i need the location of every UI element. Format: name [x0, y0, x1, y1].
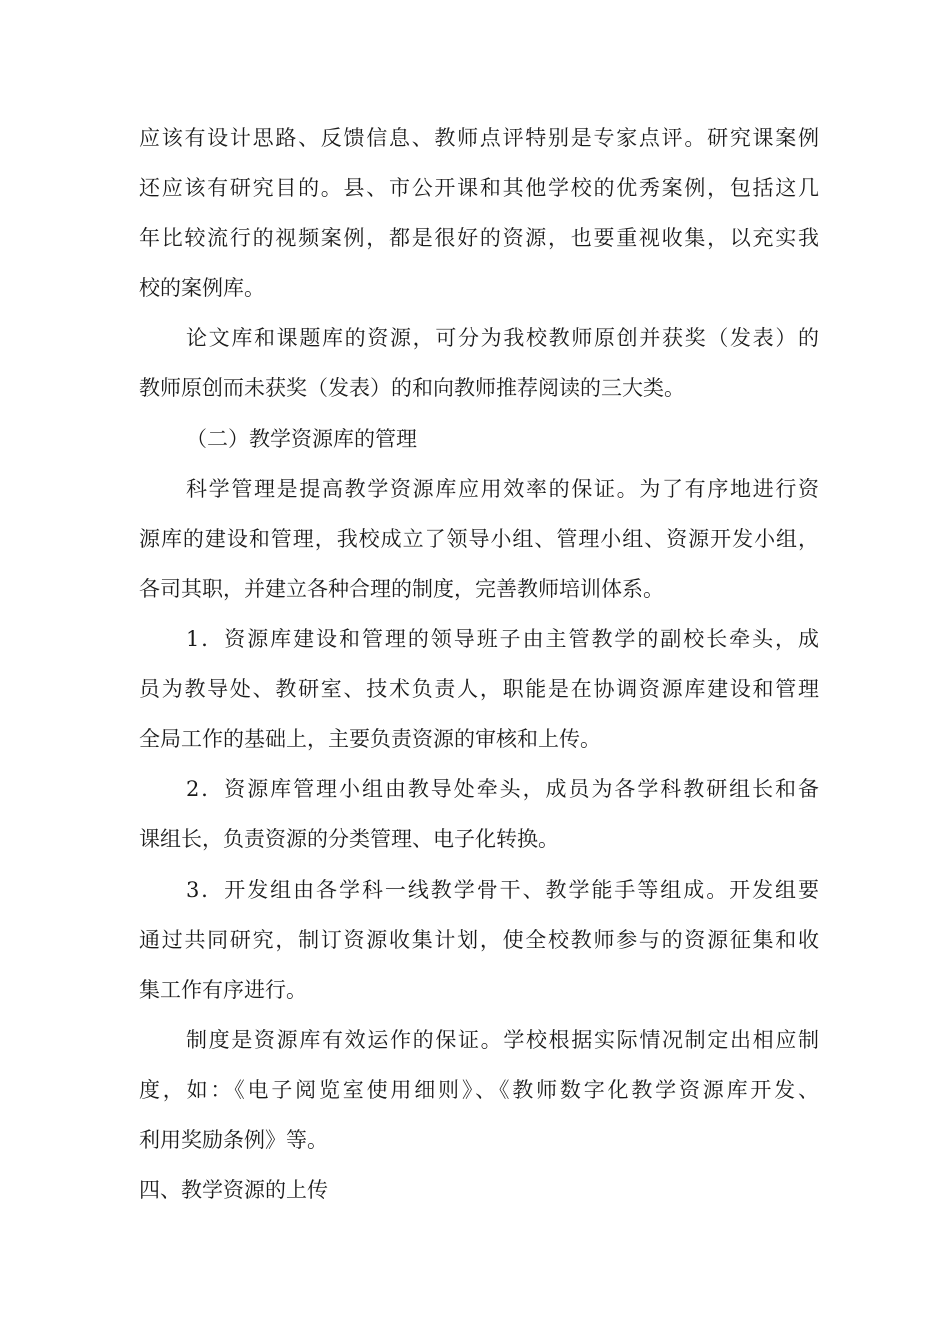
paragraph-line: 度，如：《电子阅览室使用细则》、《教师数字化教学资源库开发、	[139, 1078, 819, 1102]
paragraph-line: 应该有设计思路、反馈信息、教师点评特别是专家点评。研究课案例	[139, 126, 819, 150]
paragraph-line: 年比较流行的视频案例，都是很好的资源，也要重视收集，以充实我	[139, 226, 819, 250]
paragraph-line: 集工作有序进行。	[139, 978, 307, 1002]
paragraph-line: 通过共同研究，制订资源收集计划，使全校教师参与的资源征集和收	[139, 928, 819, 952]
paragraph-line: 科学管理是提高教学资源库应用效率的保证。为了有序地进行资	[186, 477, 819, 501]
paragraph-line: 3．开发组由各学科一线教学骨干、教学能手等组成。开发组要	[186, 878, 819, 902]
paragraph-line: 论文库和课题库的资源，可分为我校教师原创并获奖（发表）的	[186, 326, 819, 350]
paragraph-line: 校的案例库。	[139, 276, 265, 300]
paragraph-line: 源库的建设和管理，我校成立了领导小组、管理小组、资源开发小组，	[139, 527, 819, 551]
paragraph-line: 还应该有研究目的。县、市公开课和其他学校的优秀案例，包括这几	[139, 176, 819, 200]
paragraph-line: 制度是资源库有效运作的保证。学校根据实际情况制定出相应制	[186, 1028, 819, 1052]
section-heading: （二）教学资源库的管理	[186, 427, 417, 451]
paragraph-line: 全局工作的基础上，主要负责资源的审核和上传。	[139, 727, 601, 751]
paragraph-line: 员为教导处、教研室、技术负责人，职能是在协调资源库建设和管理	[139, 677, 819, 701]
paragraph-line: 2．资源库管理小组由教导处牵头，成员为各学科教研组长和备	[186, 777, 819, 801]
paragraph-line: 教师原创而未获奖（发表）的和向教师推荐阅读的三大类。	[139, 376, 685, 400]
section-heading: 四、教学资源的上传	[139, 1178, 328, 1202]
paragraph-line: 利用奖励条例》等。	[139, 1128, 328, 1152]
paragraph-line: 各司其职，并建立各种合理的制度，完善教师培训体系。	[139, 577, 664, 601]
paragraph-line: 1．资源库建设和管理的领导班子由主管教学的副校长牵头，成	[186, 627, 819, 651]
paragraph-line: 课组长，负责资源的分类管理、电子化转换。	[139, 827, 559, 851]
